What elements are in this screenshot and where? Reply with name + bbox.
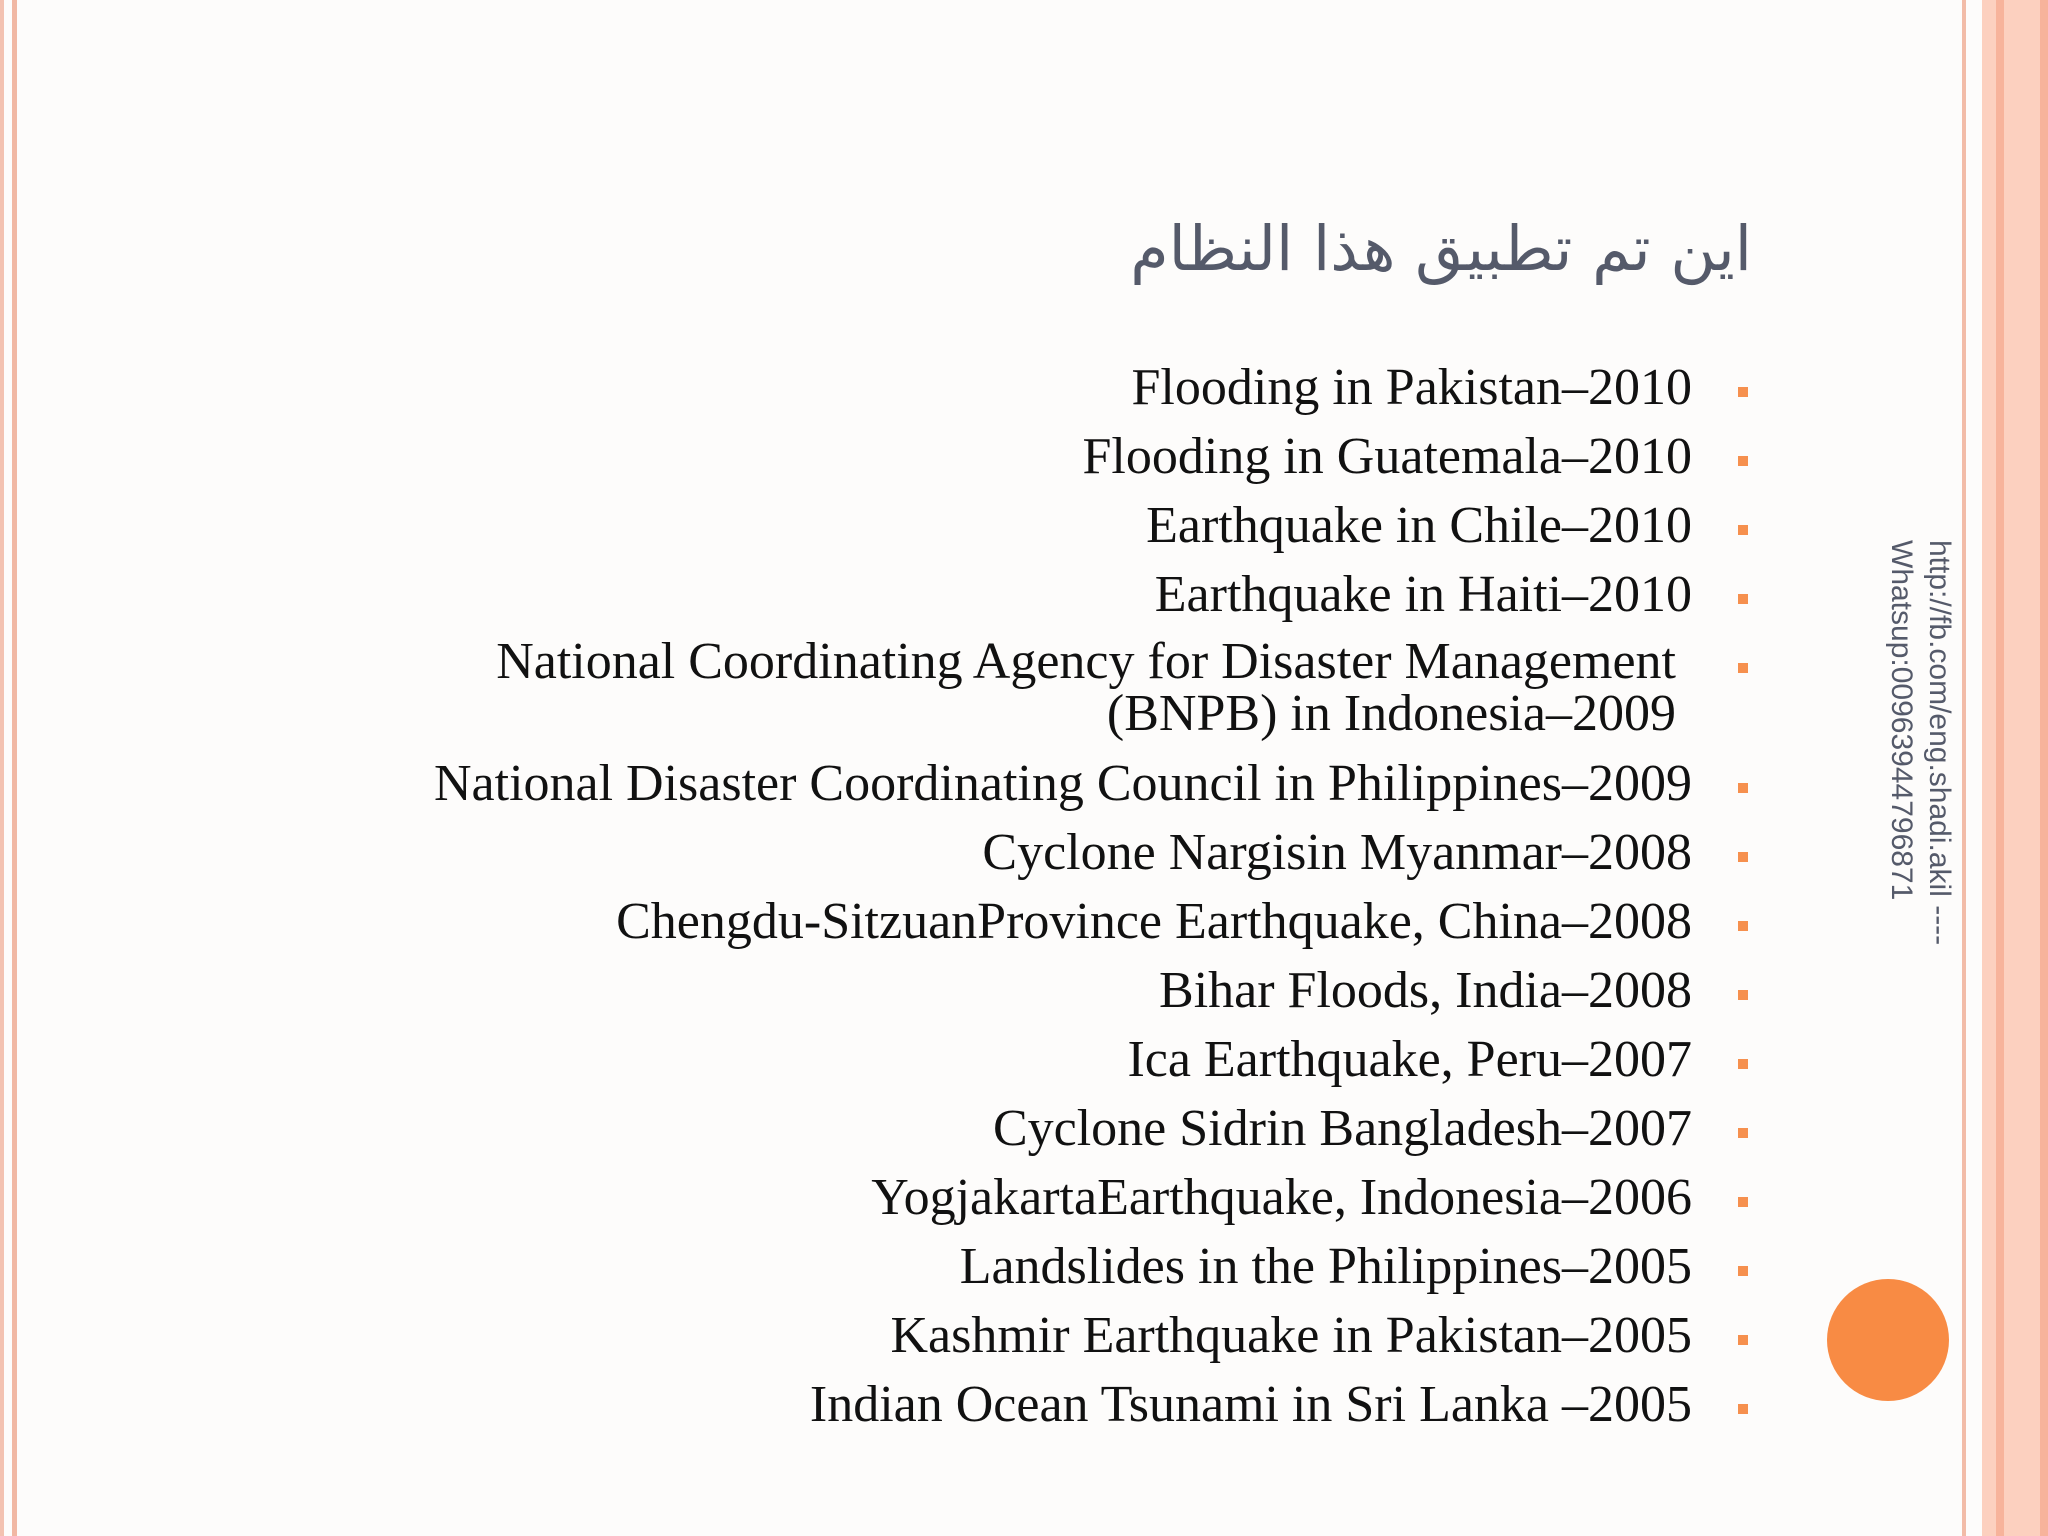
list-item xyxy=(0,567,2048,636)
list-item-text xyxy=(810,1377,1692,1433)
list-item-line: (BNPB) in Indonesia–2009 xyxy=(1106,685,1676,742)
list-item-text xyxy=(1155,567,1692,623)
list-item-text xyxy=(616,894,1692,950)
side-note-phone: Whatsup:00963944796871 xyxy=(1885,540,1918,901)
list-item-text xyxy=(982,825,1692,881)
bullet-marker xyxy=(1738,1197,1748,1207)
bullet-marker xyxy=(1738,1128,1748,1138)
list-item-line: Indian Ocean Tsunami in Sri Lanka –2005 xyxy=(809,1376,1692,1433)
list-item-line: Ica Earthquake, Peru–2007 xyxy=(1127,1031,1692,1088)
side-note xyxy=(1882,540,1958,945)
list-item-line: Earthquake in Haiti–2010 xyxy=(1154,566,1692,623)
list-item-line: Flooding in Guatemala–2010 xyxy=(1082,428,1692,485)
list-item-line: Bihar Floods, India–2008 xyxy=(1159,962,1692,1019)
list-item-line: Flooding in Pakistan–2010 xyxy=(1131,359,1692,416)
list-item-line: Cyclone Sidrin Bangladesh–2007 xyxy=(992,1100,1692,1157)
list-item-text xyxy=(960,1239,1692,1295)
list-item xyxy=(0,963,2048,1032)
bullet-marker xyxy=(1738,456,1748,466)
bullet-marker xyxy=(1738,594,1748,604)
list-item xyxy=(0,1308,2048,1377)
list-item-text xyxy=(871,1170,1692,1226)
list-item-line: Landslides in the Philippines–2005 xyxy=(959,1238,1692,1295)
list-item-line: YogjakartaEarthquake, Indonesia–2006 xyxy=(871,1169,1692,1226)
list-item xyxy=(0,1032,2048,1101)
list-item xyxy=(0,1377,2048,1446)
list-item-line: Earthquake in Chile–2010 xyxy=(1146,497,1692,554)
bullet-marker xyxy=(1738,852,1748,862)
list-item-text xyxy=(1132,360,1692,416)
list-item xyxy=(0,894,2048,963)
bullet-marker xyxy=(1738,783,1748,793)
list-item xyxy=(0,1239,2048,1308)
bullet-marker xyxy=(1738,1335,1748,1345)
list-item-text xyxy=(890,1308,1692,1364)
bullet-marker xyxy=(1738,1059,1748,1069)
list-item-line: National Coordinating Agency for Disaster Management xyxy=(496,633,1676,690)
bullet-list xyxy=(0,360,2048,1446)
list-item-text xyxy=(496,633,1676,742)
bullet-marker xyxy=(1738,921,1748,931)
bullet-marker xyxy=(1738,1404,1748,1414)
list-item-text xyxy=(434,756,1692,812)
slide-title: اين تم تطبيق هذا النظام xyxy=(1130,212,1752,285)
bullet-marker xyxy=(1738,387,1748,397)
list-item xyxy=(0,429,2048,498)
list-item xyxy=(0,1170,2048,1239)
bullet-marker xyxy=(1738,663,1748,673)
list-item xyxy=(0,633,2048,756)
list-item-line: Kashmir Earthquake in Pakistan–2005 xyxy=(890,1307,1692,1364)
list-item xyxy=(0,825,2048,894)
list-item-text xyxy=(1146,498,1692,554)
list-item-line: National Disaster Coordinating Council in Philippines–2009 xyxy=(433,755,1692,812)
list-item-text xyxy=(1083,429,1692,485)
bullet-marker xyxy=(1738,525,1748,535)
list-item xyxy=(0,1101,2048,1170)
side-note-link: http://fb.com/eng.shadi.akil ---- xyxy=(1923,540,1956,946)
list-item-text xyxy=(993,1101,1692,1157)
list-item-line: Cyclone Nargisin Myanmar–2008 xyxy=(982,824,1692,881)
list-item-text xyxy=(1159,963,1692,1019)
bullet-marker xyxy=(1738,1266,1748,1276)
list-item xyxy=(0,498,2048,567)
list-item xyxy=(0,756,2048,825)
list-item-text xyxy=(1127,1032,1692,1088)
list-item xyxy=(0,360,2048,429)
bullet-marker xyxy=(1738,990,1748,1000)
decorative-circle xyxy=(1827,1279,1949,1401)
list-item-line: Chengdu-SitzuanProvince Earthquake, China–2008 xyxy=(616,893,1692,950)
